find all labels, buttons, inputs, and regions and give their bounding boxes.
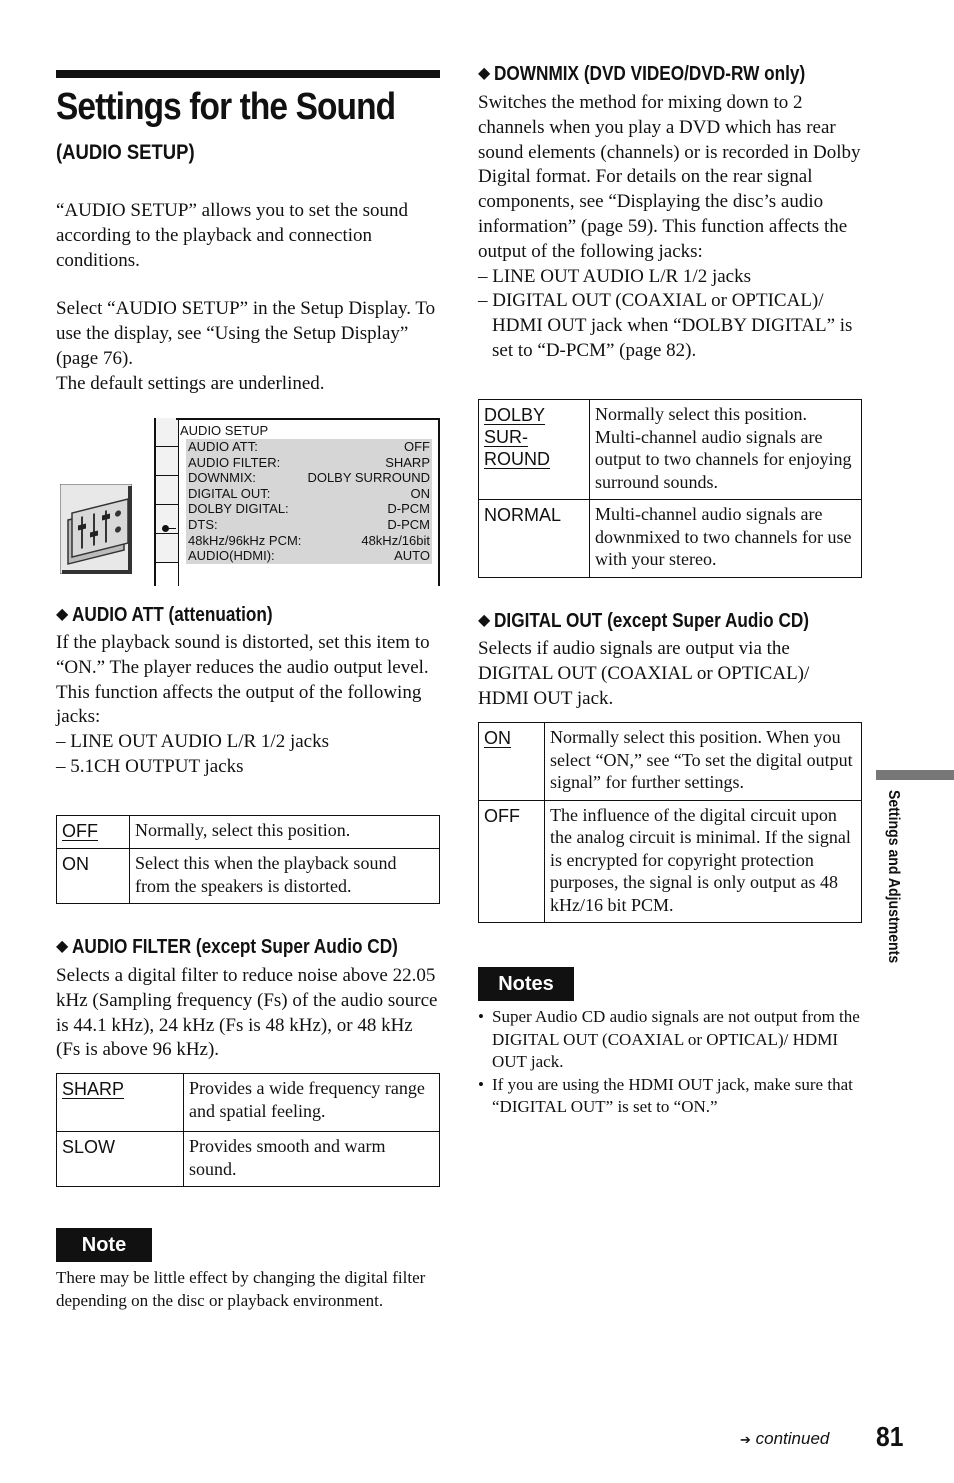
section-downmix-body [478, 91, 862, 364]
page-subtitle: (AUDIO SETUP) [56, 141, 195, 164]
section-audio-filter-heading [56, 936, 451, 959]
osd-row [186, 533, 432, 549]
intro [56, 199, 440, 397]
bullet-icon: • [478, 1007, 484, 1026]
section-heading: DIGITAL OUT (except Super Audio CD) [494, 610, 810, 632]
osd-row-label: AUDIO FILTER: [188, 454, 281, 470]
table-row [479, 800, 862, 923]
audio-setup-display [154, 418, 438, 586]
osd-row [186, 455, 432, 471]
option-desc: Normally select this position. Multi-channel audio signals are output to two channels for enjoying surround sounds. [590, 400, 862, 500]
continued-label: continued [755, 1429, 830, 1448]
option-desc: Provides smooth and warm sound. [184, 1132, 440, 1187]
osd-row-value: 48kHz/16bit [361, 532, 430, 548]
option-key: OFF [479, 800, 545, 923]
note-text: There may be little effect by changing the digital filter depending on the disc or playback environment. [56, 1268, 426, 1310]
osd-row-label: DOWNMIX: [188, 470, 256, 486]
diamond-bullet-icon: ◆ [56, 938, 69, 955]
table-row [479, 500, 862, 578]
osd-row [186, 486, 432, 502]
osd-row-value: ON [410, 485, 430, 501]
continued-indicator [740, 1429, 829, 1449]
setup-tab [156, 476, 178, 505]
list-item: • Super Audio CD audio signals are not output from the DIGITAL OUT (COAXIAL or OPTICAL)/ HDMI OUT jack. [478, 1006, 862, 1074]
section-tab-label [880, 790, 902, 1000]
downmix-table [478, 399, 862, 578]
option-desc: Provides a wide frequency range and spatial feeling. [184, 1074, 440, 1132]
osd-row [186, 439, 432, 455]
option-desc: The influence of the digital circuit upon the analog circuit is minimal. If the signal is encrypted for copyright protection purposes, the signal is only output as 48 kHz/16 bit PCM. [545, 800, 862, 923]
setup-tab [156, 534, 178, 563]
osd-row-label: DIGITAL OUT: [188, 485, 271, 501]
section-audio-att-body [56, 631, 440, 780]
osd-row [186, 501, 432, 517]
section-digital-out-heading [478, 610, 861, 633]
osd-row-value: D-PCM [387, 516, 430, 532]
osd-row-label: DTS: [188, 516, 218, 532]
table-row [57, 1132, 440, 1187]
setup-tab [156, 447, 178, 476]
table-row [57, 849, 440, 904]
osd-row-label: AUDIO(HDMI): [188, 548, 275, 564]
audio-mixer-icon [60, 484, 132, 574]
list-item: – LINE OUT AUDIO L/R 1/2 jacks [478, 265, 752, 287]
table-row [479, 723, 862, 801]
section-tab-bar [876, 770, 954, 780]
selected-tab-dot [162, 525, 169, 532]
right-arrow-icon: ➔ [740, 1432, 751, 1447]
section-heading: AUDIO FILTER (except Super Audio CD) [72, 936, 399, 958]
osd-row-value: OFF [404, 439, 430, 454]
notes-badge: Notes [478, 967, 574, 1001]
osd-row-label: 48kHz/96kHz PCM: [188, 532, 302, 548]
body-paragraph: If the playback sound is distorted, set this item to “ON.” The player reduces the audio output level. [56, 632, 430, 678]
section-audio-att-heading [56, 604, 306, 627]
osd-row [186, 517, 432, 533]
section-heading: DOWNMIX (DVD VIDEO/DVD-RW only) [494, 63, 806, 85]
osd-row-value: DOLBY SURROUND [307, 470, 430, 486]
option-desc: Normally select this position. When you select “ON,” see “To set the digital output signal” for further settings. [545, 723, 862, 801]
osd-row-value: D-PCM [387, 501, 430, 517]
option-key: ON [57, 849, 130, 904]
intro-paragraph: “AUDIO SETUP” allows you to set the sound according to the playback and connection conditions. [56, 200, 408, 271]
title-rule [56, 70, 440, 78]
body-paragraph: This function affects the output of the following jacks: [56, 681, 422, 728]
audio-att-table [56, 815, 440, 904]
section-audio-filter-body [56, 964, 440, 1063]
body-paragraph: Selects a digital filter to reduce noise above 22.05 kHz (Sampling frequency (Fs) of the audio source is 44.1 kHz), 24 kHz (Fs is 48 kHz), or 48 kHz (Fs is above 96 kHz). [56, 965, 438, 1061]
option-key: OFF [57, 816, 130, 849]
osd-row-label: AUDIO ATT: [188, 439, 258, 454]
osd-list [186, 439, 432, 564]
diamond-bullet-icon: ◆ [478, 612, 491, 629]
body-paragraph: Selects if audio signals are output via the DIGITAL OUT (COAXIAL or OPTICAL)/ HDMI OUT jack. [478, 638, 810, 709]
digital-out-table [478, 722, 862, 923]
osd-row [186, 548, 432, 564]
table-row [57, 1074, 440, 1132]
audio-filter-table [56, 1073, 440, 1187]
diamond-bullet-icon: ◆ [56, 606, 69, 623]
body-paragraph: Switches the method for mixing down to 2 channels when you play a DVD which has rear sound elements (channels) or is recorded in Dolby Digital format. For details on the rear signal components, see “Displaying the disc’s audio information” (page 59). This function affects the output of the following jacks: [478, 92, 861, 262]
note-badge: Note [56, 1228, 152, 1262]
list-item: – LINE OUT AUDIO L/R 1/2 jacks [56, 731, 330, 753]
page-number: 81 [876, 1421, 904, 1452]
page-title: Settings for the Sound [56, 86, 396, 128]
option-desc: Select this when the playback sound from the speakers is distorted. [130, 849, 440, 904]
section-downmix-heading [478, 63, 856, 86]
option-key: NORMAL [479, 500, 590, 578]
option-key: ON [479, 723, 545, 801]
osd-row-label: DOLBY DIGITAL: [188, 501, 289, 517]
osd-panel [176, 418, 440, 586]
osd-row-value: AUTO [394, 548, 430, 564]
option-desc: Normally, select this position. [130, 816, 440, 849]
table-row [479, 400, 862, 500]
intro-paragraph: The default settings are underlined. [56, 372, 325, 394]
list-item: • If you are using the HDMI OUT jack, make sure that “DIGITAL OUT” is set to “ON.” [478, 1074, 862, 1119]
section-digital-out-body [478, 637, 862, 711]
bullet-icon: • [478, 1074, 484, 1094]
intro-paragraph: Select “AUDIO SETUP” in the Setup Display. To use the display, see “Using the Setup Display” (page 76). [56, 298, 436, 369]
list-item: – DIGITAL OUT (COAXIAL or OPTICAL)/ HDMI OUT jack when “DOLBY DIGITAL” is set to “D-PCM” (page 82). [478, 290, 853, 361]
notes-list [478, 1006, 862, 1119]
osd-title: AUDIO SETUP [180, 423, 269, 438]
sidebar-label: Settings and Adjustments [885, 790, 902, 964]
option-key: SHARP [57, 1074, 184, 1132]
option-key: DOLBY SUR-ROUND [479, 400, 590, 500]
osd-row-value: SHARP [385, 454, 430, 470]
section-heading: AUDIO ATT (attenuation) [72, 604, 273, 626]
osd-row [186, 470, 432, 486]
setup-tab [156, 418, 178, 447]
table-row [57, 816, 440, 849]
selected-tab-connector [169, 528, 176, 529]
diamond-bullet-icon: ◆ [478, 65, 491, 82]
list-item: – 5.1CH OUTPUT jacks [56, 755, 244, 777]
option-key: SLOW [57, 1132, 184, 1187]
option-desc: Multi-channel audio signals are downmixed to two channels for use with your stereo. [590, 500, 862, 578]
